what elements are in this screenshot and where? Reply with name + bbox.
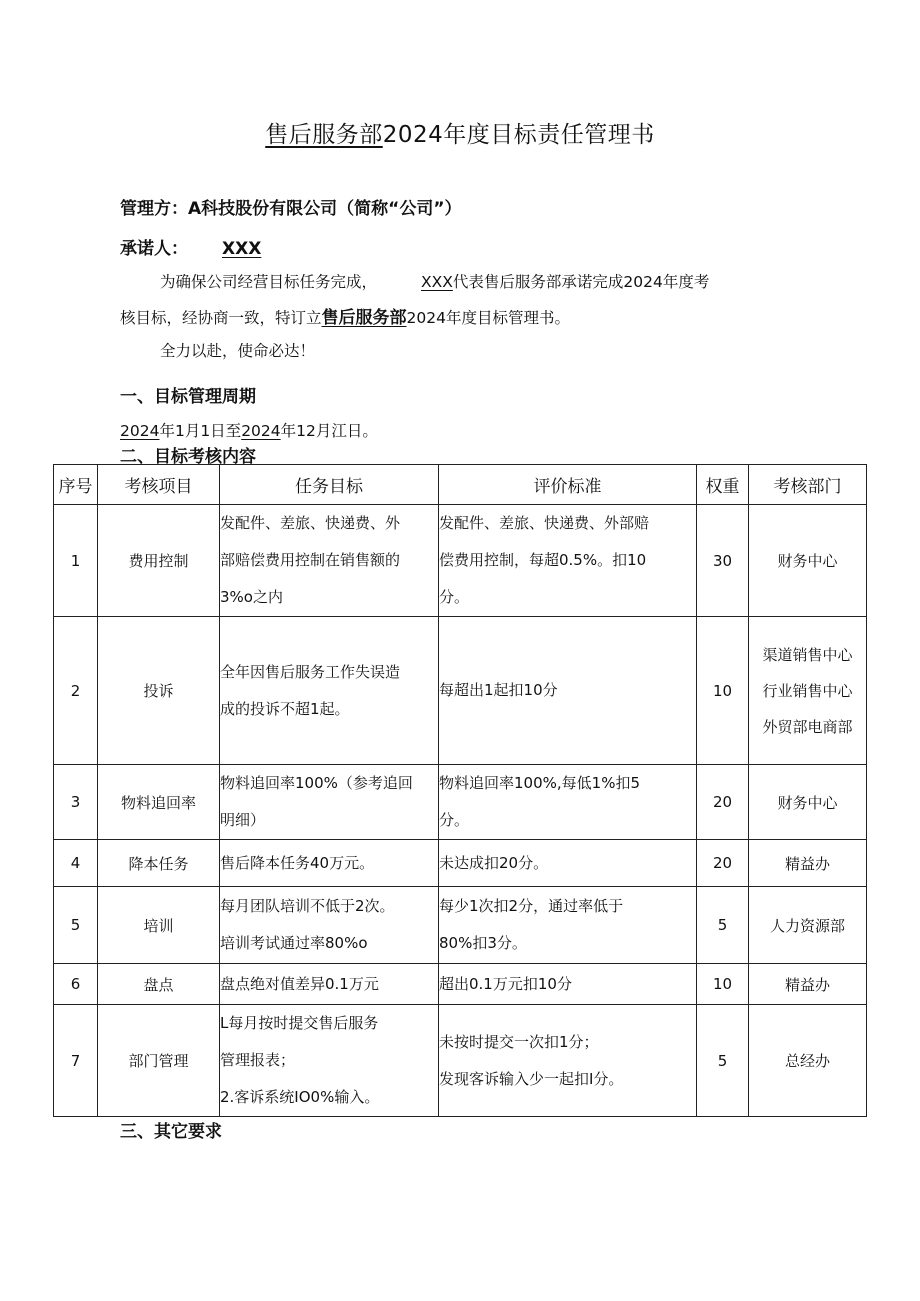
criteria-line: 分。 — [439, 588, 470, 606]
row-target — [220, 887, 439, 964]
manager-value: A科技股份有限公司（简称“公司”） — [188, 199, 462, 219]
criteria-line: 发现客诉输入少一起扣I分。 — [439, 1069, 624, 1088]
title-rest: 2024年度目标责任管理书 — [382, 122, 655, 148]
row-target — [220, 505, 439, 617]
manager-line — [120, 194, 462, 219]
row-dept — [749, 887, 867, 964]
row-no: 2 — [54, 617, 98, 765]
criteria-line: 每少1次扣2分，通过率低于 — [439, 897, 624, 915]
criteria-line: 偿费用控制，每超0.5%。扣10 — [439, 551, 647, 569]
target-line: 成的投诉不超1起。 — [220, 699, 350, 718]
intro-line-1 — [160, 270, 709, 292]
row-target — [220, 1005, 439, 1117]
header-dept: 考核部门 — [749, 465, 867, 505]
criteria-line: 物料追回率100%,每低1%扣5 — [439, 774, 640, 792]
row-dept — [749, 765, 867, 840]
period-mid: 年1月1日至 — [159, 422, 242, 440]
row-item: 培训 — [98, 887, 220, 964]
row-criteria — [439, 887, 697, 964]
dept-line: 渠道销售中心 — [762, 645, 853, 664]
row-dept — [749, 1005, 867, 1117]
promisor-value: XXX — [222, 239, 262, 259]
period-line — [120, 419, 378, 441]
row-weight: 30 — [697, 505, 749, 617]
row-item: 部门管理 — [98, 1005, 220, 1117]
row-criteria — [439, 840, 697, 887]
row-target — [220, 840, 439, 887]
intro-line-2 — [120, 303, 570, 328]
row-weight: 10 — [697, 617, 749, 765]
target-line: 每月团队培训不低于2次。 — [220, 897, 395, 915]
table-header-row — [54, 465, 867, 505]
row-target — [220, 617, 439, 765]
target-line: 盘点绝对值差异0.1万元 — [220, 974, 379, 993]
row-weight: 5 — [697, 1005, 749, 1117]
target-line: 发配件、差旅、快递费、外 — [220, 514, 401, 532]
row-weight: 20 — [697, 765, 749, 840]
criteria-line: 未按时提交一次扣1分； — [439, 1032, 599, 1051]
manager-label: 管理方： — [120, 199, 188, 219]
row-item: 物料追回率 — [98, 765, 220, 840]
dept-line: 总经办 — [784, 1052, 830, 1070]
row-criteria — [439, 617, 697, 765]
row-no: 7 — [54, 1005, 98, 1117]
header-no: 序号 — [54, 465, 98, 505]
header-criteria: 评价标准 — [439, 465, 697, 505]
motto: 全力以赴，使命必达！ — [160, 342, 316, 360]
criteria-line: 发配件、差旅、快递费、外部赔 — [439, 514, 650, 532]
target-line: 培训考试通过率80%o — [220, 934, 368, 952]
target-line: 全年因售后服务工作失误造 — [220, 662, 401, 681]
row-no: 5 — [54, 887, 98, 964]
criteria-line: 超出0.1万元扣10分 — [439, 974, 572, 993]
target-line: 物料追回率100%（参考追回 — [220, 774, 413, 792]
dept-line: 外贸部电商部 — [762, 717, 853, 736]
table-row — [54, 840, 867, 887]
dept-line: 财务中心 — [777, 793, 838, 812]
row-criteria — [439, 964, 697, 1005]
table-row — [54, 964, 867, 1005]
row-target — [220, 964, 439, 1005]
row-no: 3 — [54, 765, 98, 840]
criteria-line: 未达成扣20分。 — [439, 853, 549, 872]
row-dept — [749, 964, 867, 1005]
intro-line1-name: XXX — [421, 273, 453, 291]
period-year-start: 2024 — [120, 422, 160, 440]
row-item: 盘点 — [98, 964, 220, 1005]
row-dept — [749, 617, 867, 765]
intro-line2-dept: 售后服务部 — [321, 308, 407, 328]
table-row — [54, 617, 867, 765]
row-weight: 5 — [697, 887, 749, 964]
section2-heading: 二、目标考核内容 — [120, 447, 256, 467]
intro-line1-a: 为确保公司经营目标任务完成， — [160, 273, 378, 291]
promisor-line — [120, 234, 261, 259]
row-criteria — [439, 1005, 697, 1117]
row-item: 投诉 — [98, 617, 220, 765]
table-row — [54, 887, 867, 964]
row-criteria — [439, 765, 697, 840]
target-line: 明细） — [220, 811, 266, 829]
row-target — [220, 765, 439, 840]
row-weight: 20 — [697, 840, 749, 887]
table-row — [54, 505, 867, 617]
target-line: 售后降本任务40万元。 — [220, 853, 375, 872]
target-line: 管理报表； — [220, 1051, 296, 1069]
table-row — [54, 1005, 867, 1117]
row-weight: 10 — [697, 964, 749, 1005]
header-item: 考核项目 — [98, 465, 220, 505]
period-end: 年12月江日。 — [280, 422, 378, 440]
row-criteria — [439, 505, 697, 617]
intro-line1-b: 代表售后服务部承诺完成2024年度考 — [452, 273, 710, 291]
table-row — [54, 765, 867, 840]
row-dept — [749, 505, 867, 617]
row-item: 费用控制 — [98, 505, 220, 617]
row-dept — [749, 840, 867, 887]
period-year-end: 2024 — [241, 422, 281, 440]
criteria-line: 80%扣3分。 — [439, 934, 527, 952]
criteria-line: 分。 — [439, 811, 470, 829]
dept-line: 人力资源部 — [769, 916, 845, 935]
row-no: 1 — [54, 505, 98, 617]
target-line: 2.客诉系统IO0%输入。 — [220, 1088, 380, 1106]
target-line: 3%o之内 — [220, 588, 283, 606]
intro-line2-b: 2024年度目标管理书。 — [406, 309, 570, 327]
target-line: L每月按时提交售后服务 — [220, 1014, 379, 1032]
criteria-line: 每超出1起扣10分 — [439, 681, 558, 699]
row-no: 4 — [54, 840, 98, 887]
row-item: 降本任务 — [98, 840, 220, 887]
document-title — [0, 116, 920, 149]
section1-heading: 一、目标管理周期 — [120, 387, 256, 407]
header-weight: 权重 — [697, 465, 749, 505]
dept-line: 财务中心 — [777, 552, 838, 570]
target-line: 部赔偿费用控制在销售额的 — [220, 551, 401, 569]
row-no: 6 — [54, 964, 98, 1005]
header-target: 任务目标 — [220, 465, 439, 505]
dept-line: 精益办 — [784, 975, 830, 994]
assessment-table — [53, 464, 867, 1117]
dept-line: 精益办 — [784, 854, 830, 873]
intro-line2-a: 核目标，经协商一致，特订立 — [120, 309, 322, 327]
section3-heading: 三、其它要求 — [120, 1122, 222, 1142]
title-department: 售后服务部 — [265, 122, 383, 148]
promisor-label: 承诺人： — [120, 239, 188, 259]
dept-line: 行业销售中心 — [762, 681, 853, 700]
